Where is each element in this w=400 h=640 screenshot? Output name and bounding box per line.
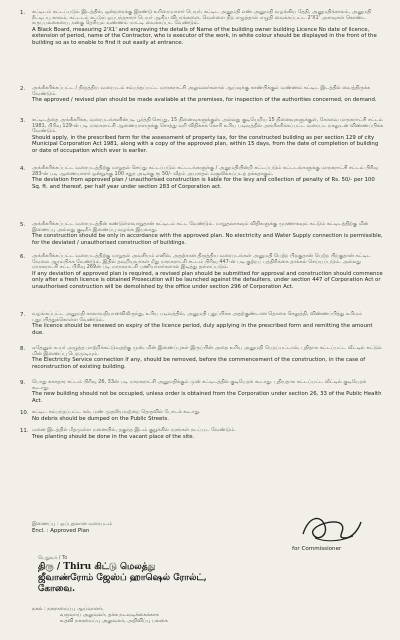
copy-line-1: வருவாய் அலுவலர், தக்க நடவடிக்கைக்காக — [60, 612, 159, 619]
condition-number: 8. — [20, 346, 26, 352]
condition-text — [32, 118, 384, 154]
condition-number: 4. — [20, 166, 26, 172]
condition-number: 3. — [20, 118, 26, 124]
condition-tamil: அங்கீகரிக்கப்பட்ட / திருத்திய வரைபடம் சம்பந்தப்பட்ட மாநகராட்சி அலுவலர்களால் ஆய்வுக்கு காண்பிக்கும் வண்ணம் கட்டிட இடத்தில் வைத்திருக்க வேண்டும். — [32, 85, 371, 97]
condition-english: No debris should be dumped on the Public Streets. — [32, 415, 169, 422]
condition-english: The deviation from approved plan / unauthorised construction is liable for the levy and collection of penalty of Rs. 50/- per 100 Sq. ft. and thereof, per half year under section 283 of Corporation act. — [32, 177, 375, 190]
condition-text — [32, 10, 384, 46]
enclosure-value: : Approved Plan — [46, 527, 90, 534]
condition-tamil: பொது சுகாதார சட்டம் பிரிவு 26, 33ன் படி மாநகராட்சி அனுமதிக்கும் முன் கட்டிடத்தில் குடியேறக் கூடாது. புதியதாக கட்டப்பட்ட வீட்டில் குடியேறக் கூடாது. — [32, 379, 367, 391]
condition-number: 1. — [20, 10, 26, 16]
condition-tamil: வழங்கப்பட்ட அனுமதி காலாவதியானவிலிருந்து, உரிய படிவத்தில், அனுமதி புதுப்பிக்க அதற்குண்டான தொகை செலுத்தி, விண்ணப்பித்து உரிமம் புதுப்பித்துக்கொள்ள வேண்டும். — [32, 311, 363, 323]
condition-tamil: அங்கீகரிக்கப்பட்ட வரைபடத்திற்கு மாறுதல் செய்து கட்டப்படும் கட்டடங்களுக்கு / அனுமதியின்றி கட்டப்படும் கட்டடங்களுக்கு மாநகராட்சி சட்டம் பிரிவு 283-ன் படி ஆணையாளர் ஒன்றுக்கு 100 சதுர அடிக்கு ரூ 50/- வீதம் அபராதம் வசூலிக்கப்படத் தக்கதாகும். — [32, 165, 379, 177]
condition-text — [32, 410, 384, 422]
condition-number: 10. — [20, 410, 29, 416]
condition-text — [32, 166, 384, 190]
condition-number: 11. — [20, 428, 29, 434]
condition-english: The Electricity Service connection if any, should be removed, before the commencement of the construction, in the case of reconstruction of existing building. — [32, 357, 366, 370]
condition-tamil: கட்டிடத்தை அங்கீகரிக்க, வரைபடங்களின்படி பூர்த்தி செய்து, 15 நினைவுகளுக்குள், அல்லது குடியேறிய 15 நினைவுகளுக்குள், கோவை மாநகராட்சி சட்டம் 1981, பிரிவு 129-ன் படி மாநகராட்சி ஆணையாளருக்கு சொத்து வரி விதிக்கக் கோரி உரிய படிவத்தில் அங்கீகரிக்கப்பட்ட வரைபட நகலுடன் விண்ணப்பிக்க வேண்டும். — [32, 117, 384, 135]
condition-tamil: அங்கீகரிக்கப்பட்ட வரைபடத்தின் கண்டுள்ளவாறுதான் கட்டிடம் கட்ட வேண்டும். மாறுதலாகவும் விதிகளுக்கு முரணாகவும் கட்டும் கட்டிடத்திற்கு மின் இணைப்பு அல்லது குடிநீர் இணைப்பு வழங்க இயலாது. — [32, 221, 369, 233]
condition-english: Should apply, in the prescribed form for the assessment of property tax, for the constructed building as per section 129 of city Municipal Corporation Act 1981, along with a copy of the approved plan, within 15 days, from the date of completion of building or date of occupation which ever is earlier. — [32, 135, 379, 154]
copy-label: நகல் : நகராமைப்பு ஆய்வாளர், — [32, 606, 104, 612]
condition-english: The new building should not be occupied, unless order is obtained from the Corporation under section 26, 33 of the Public Health Act. — [32, 391, 382, 404]
condition-text — [32, 86, 384, 104]
condition-english: If any deviation of approved plan is required, a revised plan should be submitted for approval and construction should commence only after a fresh licence is obtained Prosecution will be launched against the defaulters, under section 447 of Corporation Act or unauthorised construction will be demolished by the office under section 296 of Corporation Act. — [32, 271, 383, 290]
recipient-block — [38, 556, 207, 595]
condition-number: 7. — [20, 312, 26, 318]
condition-tamil: அங்கீகரிக்கப்பட்ட வரைபடத்திற்கு மாறுதல் அவசியம் எனில், அதற்கான திருத்திய வரைபடங்கள் அனுமதி பெற்ற பிறகுதான் பெற்ற பிறகுதான் கட்டிட வேலை ஆரம்பிக்க வேண்டும். இதில் தவறியவர்கள் மீது மாநகராட்சி சட்டம் பிரிவு 447-ன் படி குற்றப் பத்திரிக்கை தாக்கல் செய்யப்படும். அல்லது மாநகராட்சி சட்ட பிரிவு 269ன் படி மாநகராட்சி பணியாளர்களால் இடித்து தள்ளப்படும். — [32, 253, 371, 271]
condition-english: The approved / revised plan should be made available at the premises, for inspection of the authorities concerned, on demand. — [32, 97, 377, 104]
condition-english: Tree planting should be done in the vacant place of the site. — [32, 433, 195, 440]
enclosure-tamil: இணைப்பு : ஒப்புதலான வரைபடம் — [32, 521, 113, 527]
condition-tamil: ஏதேனும் உயர் அழுத்த மாற்றிக்கட்டுவதற்கு முன், மின் இணைப்புகள் இருப்பின் அதை உரிய அனுமதி பெறப்பட்டால், புதிதாக கட்டப்பட்ட வீட்டில் கட்டும் மின் இணைப்பு பெறமுடியும். — [32, 345, 382, 357]
condition-tamil: மனை இடத்தில் மீதமுள்ள மனையில், தகுந்த இடம் குறுக்கில் மரங்கள் நடப்பட வேண்டும். — [32, 427, 236, 433]
condition-text — [32, 312, 384, 336]
condition-english: The licence should be renewed on expiry of the licence period, duly applying in the prescribed form and remitting the amount due. — [32, 323, 373, 336]
enclosure-english — [32, 528, 112, 534]
for-commissioner-label: for Commissioner — [292, 546, 342, 552]
condition-tamil: கட்டிட சம்பந்தப்பட்ட கல், மண் முதலியவற்றை தெருவில் போடக் கூடாது. — [32, 409, 201, 415]
enclosure-block — [32, 522, 112, 534]
condition-english: A Black Board, measuring 2'X1' and engraving the details of Name of the building owner building Licence No date of licence, extension of period, name of the Contractor, who is executor of the work, in white colour should be displayed in the front of the building so as to enable to find it out easily at entrance. — [32, 27, 377, 46]
commissioner-signature — [295, 508, 365, 548]
copy-to-block — [32, 606, 168, 625]
condition-text — [32, 346, 384, 370]
condition-tamil: கட்டிடம் கட்டப்படும் இடத்தில், ஒன்றரைக்கு இரண்டு உரிமையாளர் பெயர், கட்டிட அனுமதி எண் அனுமதி வழங்கிய தேதி, அனுமதிக்காலம், அனுமதி நீட்டிப்பு காலம், கட்டடம் கட்டும் ஒப்பந்தகாரர் பெயர் ஆகிய விபரங்களை, வெள்ளை நிற எழுத்தால் எழுதி வைக்கப்பட்ட 2'X1' அளவுகள் கொண்ட கருப்பலகையை, நன்கு தெரியும் வண்ணம் மாட்டி வைக்கப்பட வேண்டும். — [32, 9, 372, 27]
copy-line-2: உதவி நகரமைப்பு அலுவலர், அறிவிப்பு பலகை — [60, 618, 168, 625]
recipient-name: திரு / Thiru கிட்டு மெலத்து — [38, 561, 156, 572]
condition-text — [32, 380, 384, 404]
to-label: பெறுவர் / To — [38, 555, 68, 561]
recipient-address: ஜீவாண்ரோம் ஜேஸ்ப் ஹாஷெல் ரோல்ட், — [38, 572, 207, 583]
condition-number: 9. — [20, 380, 26, 386]
condition-text — [32, 428, 384, 440]
condition-text — [32, 254, 384, 290]
enclosure-label: Encl. — [32, 527, 45, 534]
condition-number: 6. — [20, 254, 26, 260]
recipient-city: கோவை. — [38, 583, 76, 594]
condition-english: The construction should be only in accordance with the approved plan. No electricity and Water Supply connection is permissible, for the deviated / unauthorised construction of buildings. — [32, 233, 383, 246]
condition-text — [32, 222, 384, 246]
condition-number: 5. — [20, 222, 26, 228]
condition-number: 2. — [20, 86, 26, 92]
